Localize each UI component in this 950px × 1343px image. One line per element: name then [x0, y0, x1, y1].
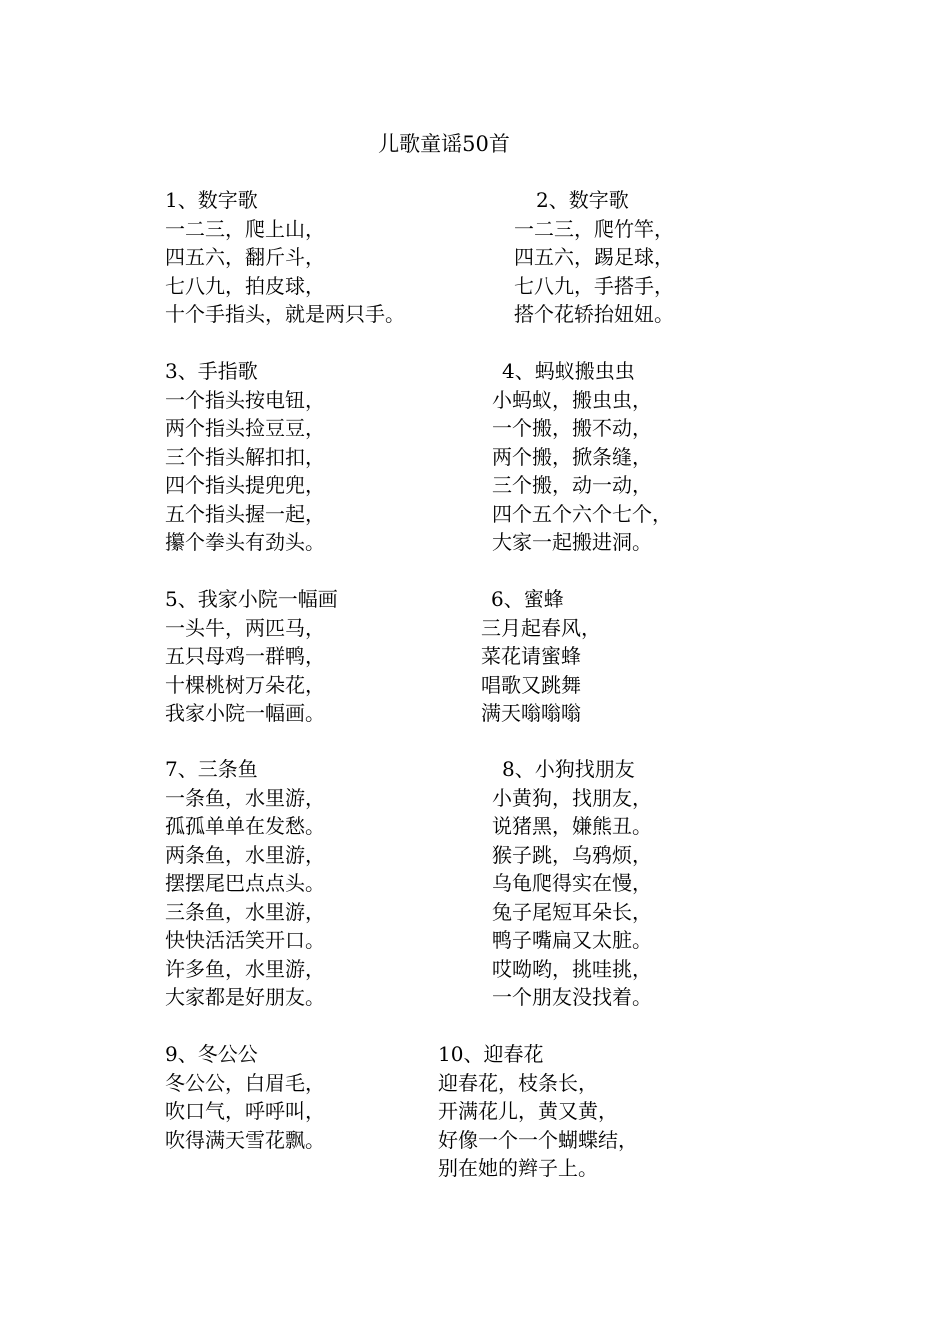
poem-line: 大家都是好朋友。	[165, 985, 325, 1009]
poem-line: 哎呦哟，挑哇挑，	[492, 956, 652, 981]
poem-line: 攥个拳头有劲头。	[165, 530, 325, 554]
poem-line: 一条鱼，水里游，	[165, 785, 325, 810]
poem-line: 乌龟爬得实在慢，	[492, 871, 652, 895]
poem-line: 许多鱼，水里游，	[165, 956, 325, 981]
poem-line: 四个指头提兜兜，	[165, 473, 325, 497]
poem-line: 说猪黑，嫌熊丑。	[492, 814, 652, 838]
poem-line: 两个指头捡豆豆，	[165, 416, 325, 440]
document-title: 儿歌童谣50首	[378, 132, 510, 156]
poem-title: 5、我家小院一幅画	[165, 587, 338, 611]
poem-line: 猴子跳，乌鸦烦，	[492, 842, 652, 867]
poem-title: 6、蜜蜂	[491, 587, 564, 611]
poem-line: 吹口气，呼呼叫，	[165, 1099, 325, 1123]
poem-block	[165, 1040, 325, 1154]
poem-line: 开满花儿，黄又黄，	[438, 1099, 618, 1123]
poem-line: 唱歌又跳舞	[481, 672, 581, 697]
poem-line: 四个五个六个七个，	[492, 501, 672, 526]
poem-block	[165, 755, 325, 1012]
poem-line: 三个搬，动一动，	[492, 473, 652, 497]
poem-line: 三个指头解扣扣，	[165, 444, 325, 469]
poem-title: 3、手指歌	[165, 359, 258, 383]
poem-line: 小蚂蚁，搬虫虫，	[492, 387, 652, 412]
poem-line: 两条鱼，水里游，	[165, 842, 325, 867]
poem-line: 小黄狗，找朋友，	[492, 785, 652, 810]
poem-line: 四五六，踢足球，	[514, 245, 674, 269]
poem-line: 鸭子嘴扁又太脏。	[492, 928, 652, 952]
poem-line: 吹得满天雪花飘。	[165, 1127, 325, 1152]
poem-line: 孤孤单单在发愁。	[165, 814, 325, 838]
poem-line: 一个朋友没找着。	[492, 985, 652, 1009]
poem-line: 冬公公，白眉毛，	[165, 1070, 325, 1095]
poem-block	[438, 1040, 638, 1183]
poem-line: 一二三，爬上山，	[165, 216, 325, 241]
poem-line: 满天嗡嗡嗡	[481, 701, 581, 725]
poem-title: 8、小狗找朋友	[502, 757, 635, 781]
poem-line: 摆摆尾巴点点头。	[165, 871, 325, 895]
poem-line: 五只母鸡一群鸭，	[165, 644, 325, 668]
poem-line: 一个搬，搬不动，	[492, 416, 652, 440]
poem-line: 大家一起搬进洞。	[492, 530, 652, 554]
poem-block	[165, 186, 405, 329]
poem-line: 一头牛，两匹马，	[165, 615, 325, 640]
poem-line: 一个指头按电钮，	[165, 387, 325, 412]
poem-block	[492, 357, 672, 557]
poem-title: 9、冬公公	[165, 1042, 258, 1066]
poem-block	[165, 357, 325, 557]
poem-line: 兔子尾短耳朵长，	[492, 899, 652, 924]
poem-line: 十棵桃树万朵花，	[165, 672, 325, 697]
poem-line: 菜花请蜜蜂	[481, 644, 581, 668]
poem-line: 一二三，爬竹竿，	[514, 216, 674, 241]
poem-line: 迎春花，枝条长，	[438, 1070, 598, 1095]
poem-line: 别在她的辫子上。	[438, 1156, 598, 1180]
poem-block	[165, 585, 338, 728]
poem-title: 7、三条鱼	[165, 757, 258, 781]
poem-line: 四五六，翻斤斗，	[165, 245, 325, 269]
poem-title: 4、蚂蚁搬虫虫	[502, 359, 635, 383]
poem-title: 2、数字歌	[536, 188, 629, 212]
poem-title: 10、迎春花	[438, 1042, 544, 1066]
poem-line: 七八九，手搭手，	[514, 273, 674, 298]
poem-line: 两个搬，掀条缝，	[492, 444, 652, 469]
poem-line: 搭个花轿抬妞妞。	[514, 302, 674, 326]
poem-line: 快快活活笑开口。	[165, 928, 325, 952]
poem-block	[481, 585, 601, 728]
poem-line: 好像一个一个蝴蝶结，	[438, 1127, 638, 1152]
poem-line: 十个手指头，就是两只手。	[165, 302, 405, 326]
poem-block	[492, 755, 652, 1012]
poem-line: 三月起春风，	[481, 615, 601, 640]
poem-line: 七八九，拍皮球，	[165, 273, 325, 298]
poem-title: 1、数字歌	[165, 188, 258, 212]
poem-line: 我家小院一幅画。	[165, 701, 325, 725]
poem-line: 三条鱼，水里游，	[165, 899, 325, 924]
poem-block	[514, 186, 674, 329]
poem-line: 五个指头握一起，	[165, 501, 325, 526]
